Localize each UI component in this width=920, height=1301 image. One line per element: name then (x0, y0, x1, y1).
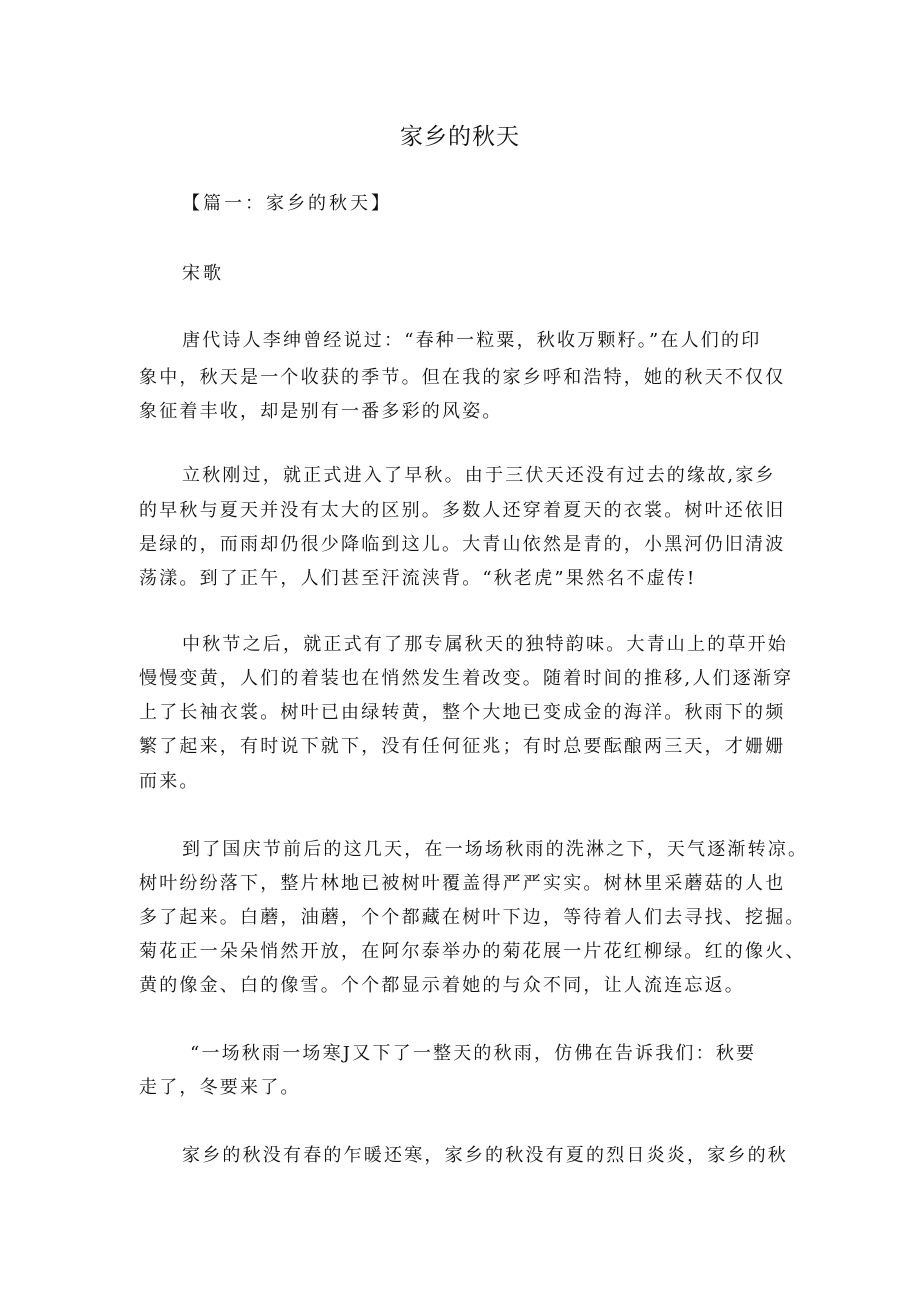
paragraph-line: 的早秋与夏天并没有太大的区别。多数人还穿着夏天的衣裳。树叶还依旧 (139, 500, 786, 521)
paragraph-line: 是绿的，而雨却仍很少降临到这儿。大青山依然是青的，小黑河仍旧清波 (139, 534, 786, 555)
paragraph-line: 中秋节之后，就正式有了那专属秋天的独特韵味。大青山上的草开始 (182, 634, 788, 655)
paragraph-line: “一场秋雨一场寒J又下了一整天的秋雨，仿佛在告诉我们：秋要 (190, 1043, 757, 1064)
section-heading: 【篇一：家乡的秋天】 (182, 193, 392, 214)
paragraph-line: 黄的像金、白的像雪。个个都显示着她的与众不同，让人流连忘返。 (139, 975, 745, 996)
paragraph-line: 上了长袖衣裳。树叶已由绿转黄，整个大地已变成金的海洋。秋雨下的频 (139, 702, 786, 723)
paragraph-line: 唐代诗人李绅曾经说过：“春种一粒粟，秋收万颗籽。”在人们的印 (182, 330, 762, 351)
document-title: 家乡的秋天 (400, 124, 520, 150)
paragraph-line: 象中，秋天是一个收获的季节。但在我的家乡呼和浩特，她的秋天不仅仅 (139, 367, 786, 388)
paragraph-line: 多了起来。白蘑，油蘑，个个都藏在树叶下边，等待着人们去寻找、挖掘。 (139, 907, 806, 928)
paragraph-line: 而来。 (139, 771, 200, 792)
paragraph-line: 繁了起来，有时说下就下，没有任何征兆；有时总要酝酿两三天，才姗姗 (139, 736, 786, 757)
paragraph-line: 菊花正一朵朵悄然开放，在阿尔泰举办的菊花展一片花红柳绿。红的像火、 (139, 941, 806, 962)
paragraph-line: 立秋刚过，就正式进入了早秋。由于三伏天还没有过去的缘故,家乡 (182, 465, 776, 486)
paragraph-line: 树叶纷纷落下，整片林地已被树叶覆盖得严严实实。树林里采蘑菇的人也 (139, 873, 786, 894)
paragraph-line: 荡漾。到了正午，人们甚至汗流浃背。“秋老虎”果然名不虚传! (139, 568, 697, 589)
paragraph-line: 到了国庆节前后的这几天，在一场场秋雨的洗淋之下，天气逐渐转凉。 (182, 839, 809, 860)
paragraph-line: 慢慢变黄，人们的着装也在悄然发生着改变。随着时间的推移,人们逐渐穿 (139, 668, 794, 689)
paragraph-line: 家乡的秋没有春的乍暖还寒，家乡的秋没有夏的烈日炎炎，家乡的秋 (182, 1145, 788, 1166)
paragraph-line: 象征着丰收，却是别有一番多彩的风姿。 (139, 401, 503, 422)
author-name: 宋歌 (182, 263, 224, 284)
paragraph-line: 走了，冬要来了。 (139, 1077, 301, 1098)
